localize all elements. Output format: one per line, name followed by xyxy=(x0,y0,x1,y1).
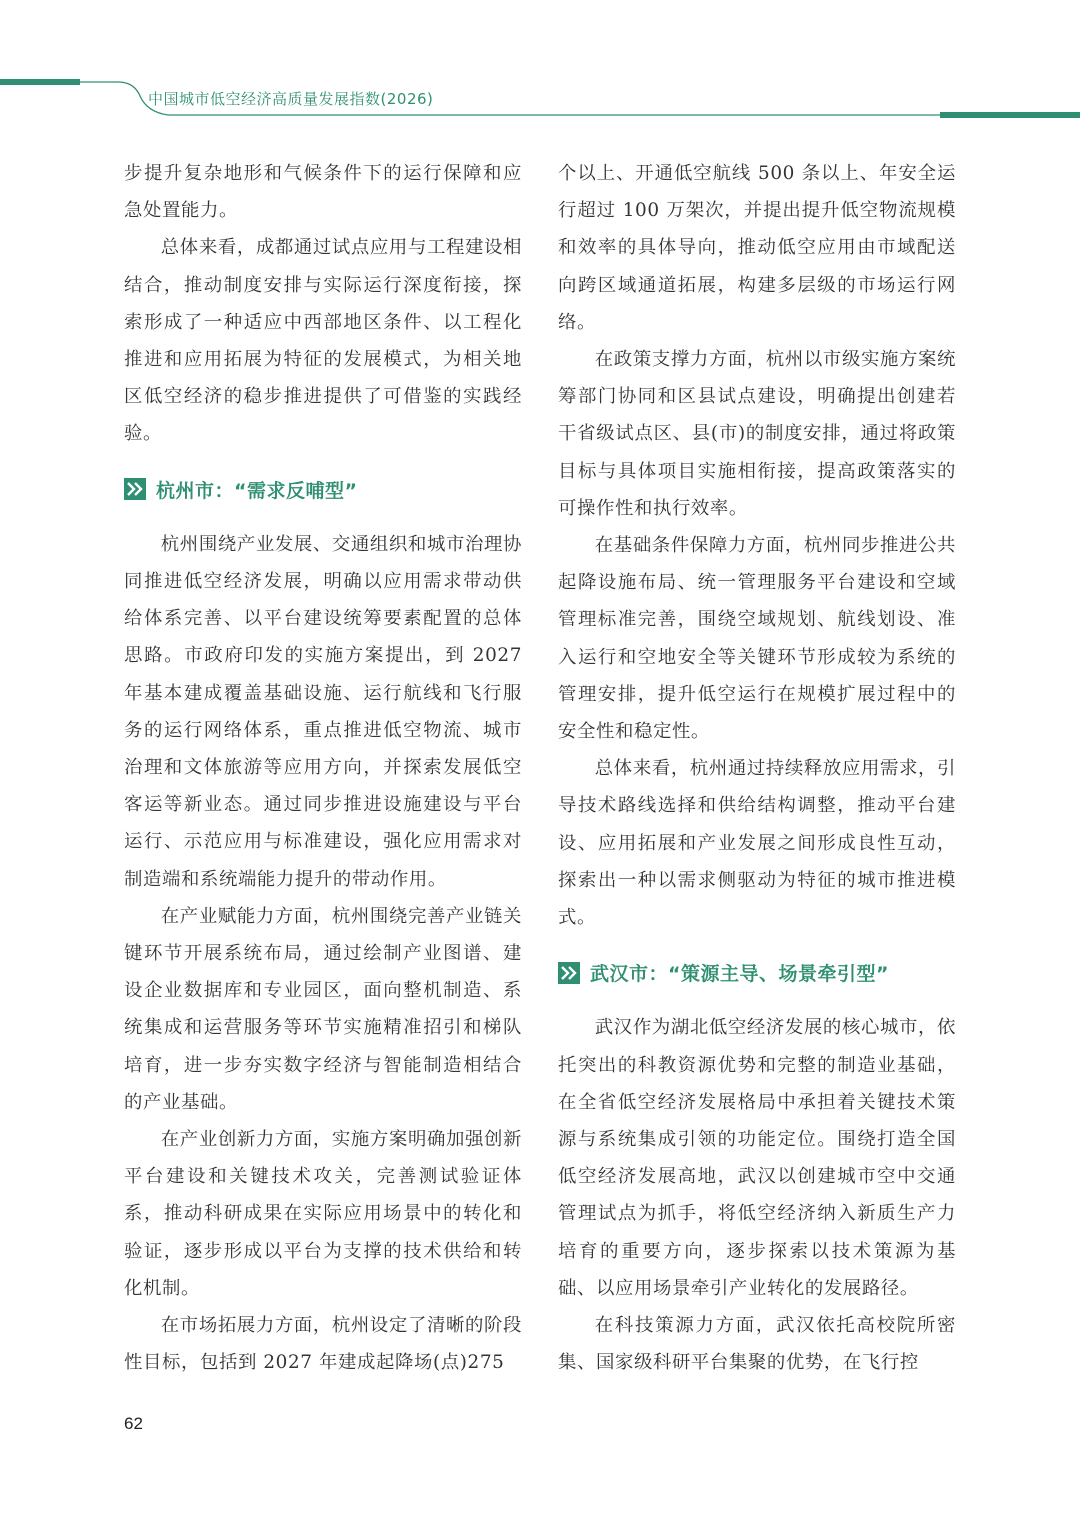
double-chevron-icon xyxy=(124,478,146,500)
paragraph: 总体来看，杭州通过持续释放应用需求，引导技术路线选择和供给结构调整，推动平台建设、应用拓展和产业发展之间形成良性互动，探索出一种以需求侧驱动为特征的城市推进模式。 xyxy=(558,758,956,929)
right-column xyxy=(558,155,956,1381)
page-header xyxy=(0,0,1080,130)
paragraph: 在产业创新力方面，实施方案明确加强创新平台建设和关键技术攻关，完善测试验证体系，推动科研成果在实际应用场景中的转化和验证，逐步形成以平台为支撑的技术供给和转化机制。 xyxy=(124,1129,522,1299)
section-heading xyxy=(558,954,956,991)
page-number: 62 xyxy=(124,1414,143,1433)
left-column xyxy=(124,155,522,1381)
header-title: 中国城市低空经济高质量发展指数(2026) xyxy=(148,90,434,108)
header-decoration xyxy=(0,0,1080,130)
section-heading xyxy=(124,471,522,508)
header-right-accent-bar xyxy=(940,112,1080,118)
paragraph: 在市场拓展力方面，杭州设定了清晰的阶段性目标，包括到 2027 年建成起降场(点)275 xyxy=(124,1315,522,1374)
section-title: 武汉市：“策源主导、场景牵引型” xyxy=(590,963,889,986)
paragraph: 在政策支撑力方面，杭州以市级实施方案统筹部门协同和区县试点建设，明确提出创建若干省级试点区、县(市)的制度安排，通过将政策目标与具体项目实施相衔接，提高政策落实的可操作性和执行效率。 xyxy=(558,349,956,519)
paragraph: 在基础条件保障力方面，杭州同步推进公共起降设施布局、统一管理服务平台建设和空域管理标准完善，围绕空域规划、航线划设、准入运行和空地安全等关键环节形成较为系统的管理安排，提升低空运行在规模扩展过程中的安全性和稳定性。 xyxy=(558,535,956,743)
paragraph: 武汉作为湖北低空经济发展的核心城市，依托突出的科教资源优势和完整的制造业基础，在全省低空经济发展格局中承担着关键技术策源与系统集成引领的功能定位。围绕打造全国低空经济发展高地，武汉以创建城市空中交通管理试点为抓手，将低空经济纳入新质生产力培育的重要方向，逐步探索以技术策源为基础、以应用场景牵引产业转化的发展路径。 xyxy=(558,1017,956,1299)
paragraph: 在产业赋能力方面，杭州围绕完善产业链关键环节开展系统布局，通过绘制产业图谱、建设企业数据库和专业园区，面向整机制造、系统集成和运营服务等环节实施精准招引和梯队培育，进一步夯实数字经济与智能制造相结合的产业基础。 xyxy=(124,905,522,1113)
paragraph: 步提升复杂地形和气候条件下的运行保障和应急处置能力。 xyxy=(124,163,522,222)
section-title: 杭州市：“需求反哺型” xyxy=(156,479,358,502)
paragraph: 个以上、开通低空航线 500 条以上、年安全运行超过 100 万架次，并提出提升低空物流规模和效率的具体导向，推动低空应用由市域配送向跨区域通道拓展，构建多层级的市场运行网络。 xyxy=(558,163,956,333)
header-left-accent-bar xyxy=(0,79,80,85)
paragraph: 在科技策源力方面，武汉依托高校院所密集、国家级科研平台集聚的优势，在飞行控 xyxy=(558,1315,956,1374)
paragraph: 总体来看，成都通过试点应用与工程建设相结合，推动制度安排与实际运行深度衔接，探索形成了一种适应中西部地区条件、以工程化推进和应用拓展为特征的发展模式，为相关地区低空经济的稳步推进提供了可借鉴的实践经验。 xyxy=(124,237,522,445)
double-chevron-icon xyxy=(558,962,580,984)
paragraph: 杭州围绕产业发展、交通组织和城市治理协同推进低空经济发展，明确以应用需求带动供给体系完善、以平台建设统筹要素配置的总体思路。市政府印发的实施方案提出，到 2027 年基本建成覆盖基础设施、运行航线和飞行服务的运行网络体系，重点推进低空物流、城市治理和文体旅游等应用方向，并探索发展低空客运等新业态。通过同步推进设施建设与平台运行、示范应用与标准建设，强化应用需求对制造端和系统端能力提升的带动作用。 xyxy=(124,533,522,890)
